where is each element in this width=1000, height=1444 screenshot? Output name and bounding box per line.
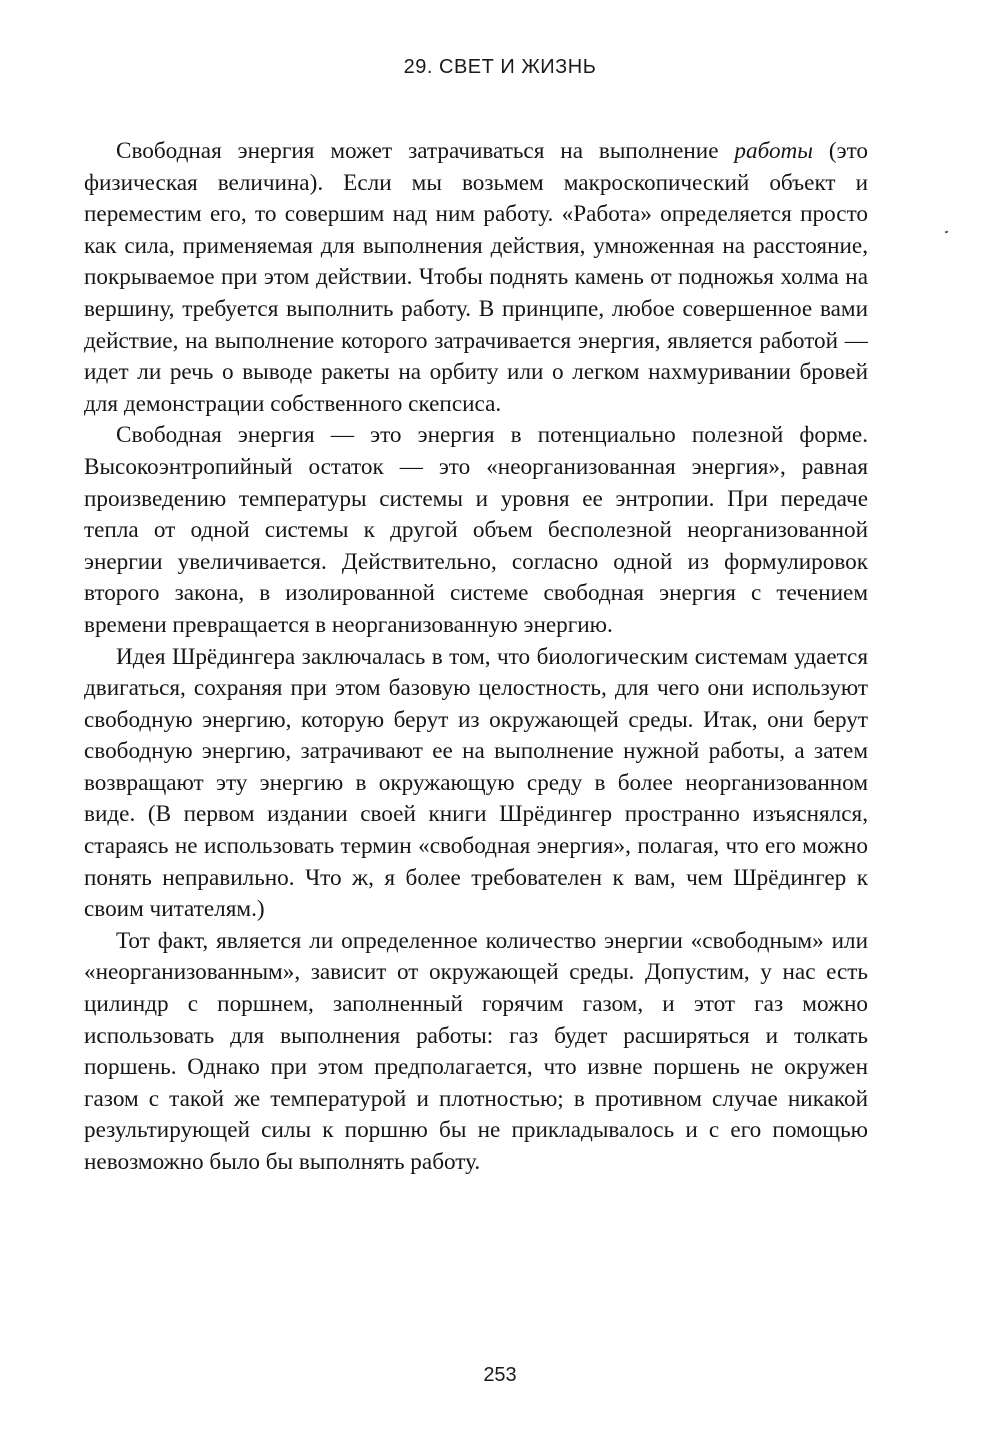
paragraph-schrodinger: Идея Шрёдингера заключалась в том, что биологическим системам удается двигаться, сохраняя при этом базовую целостность, для чего они используют свободную энергию, которую берут из окружающей среды. Итак, они берут свободную энергию, затрачивают ее на выполнение нужной работы, а затем возвращают эту энергию в окружающую среду в более неорганизованном виде. (В первом издании своей книги Шрёдингер пространно изъяснялся, стараясь не использовать термин «свободная энергия», полагая, что его можно понять неправильно. Что ж, я более требователен к вам, чем Шрёдингер к своим читателям.) <box>84 643 868 923</box>
paragraph-free-energy: Свободная энергия — это энергия в потенциально полезной форме. Высокоэнтропийный остаток — это «неорганизованная энергия», равная произведению температуры системы и уровня ее энтропии. При передаче тепла от одной системы к другой объем бесполезной неорганизованной энергии увеличивается. Действительно, согласно одной из формулировок второго закона, в изолированной системе свободная энергия с течением времени превращается в неорганизованную энергию. <box>84 422 868 638</box>
paragraph-environment: Тот факт, является ли определенное количество энергии «свободным» или «неорганизованным», зависит от окружающей среды. Допустим, у нас есть цилиндр с поршнем, заполненный горячим газом, и этот газ можно использовать для выполнения работы: газ будет расширяться и толкать поршень. Однако при этом предполагается, что извне поршень не окружен газом с такой же температурой и плотностью; в противном случае никакой результирующей силы к поршню бы не прикладывалось и с его помощью невозможно было бы выполнять работу. <box>84 927 868 1175</box>
paragraph-work-rest: (это физическая величина). Если мы возьмем макроскопический объект и переместим его, то совершим над ним работу. «Работа» определяется просто как сила, применяемая для выполнения действия, умноженная на расстояние, покрываемое при этом действии. Чтобы поднять камень от подножья холма на вершину, требуется выполнить работу. В принципе, любое совершенное вами действие, на выполнение которого затрачивается энергия, является работой — идет ли речь о выводе ракеты на орбиту или о легком нахмуривании бровей для демонстрации собственного скепсиса. <box>84 138 868 417</box>
paragraph-work <box>84 136 868 420</box>
scan-speck <box>945 230 949 233</box>
body-text <box>84 136 868 1179</box>
running-head-title: 29. СВЕТ И ЖИЗНЬ <box>403 56 597 78</box>
page-number: 253 <box>483 1364 517 1386</box>
paragraph-work-lead: Свободная энергия может затрачиваться на выполнение <box>116 138 735 164</box>
emphasis-work: работы <box>734 138 813 164</box>
